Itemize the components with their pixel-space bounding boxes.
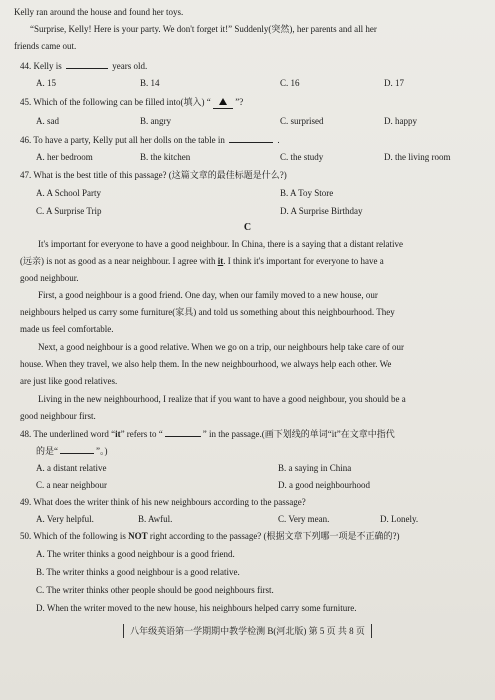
- q48-stem-line2-end: ”。): [96, 446, 108, 456]
- q50-not: NOT: [128, 531, 148, 541]
- passage-p1-line3: good neighbour.: [20, 273, 79, 283]
- q50-stem-a: 50. Which of the following is: [20, 531, 129, 541]
- page-footer: [0, 624, 495, 638]
- q45-option-c: C. surprised: [280, 116, 324, 126]
- passage-p2-line3: made us feel comfortable.: [20, 324, 114, 334]
- passage-p3-line2: house. When they travel, we also help them. In the new neighbourhood, we always help each other. We: [20, 359, 392, 369]
- q50-option-c: C. The writer thinks other people should be good neighbours first.: [36, 585, 274, 595]
- footer-text: 八年级英语第一学期期中教学检测 B(河北版) 第 5 页 共 8 页: [123, 624, 372, 638]
- section-c-label: C: [243, 222, 252, 233]
- q49-option-a: A. Very helpful.: [36, 514, 94, 524]
- question-46: [20, 134, 280, 146]
- story-line-1: Kelly ran around the house and found her toys.: [14, 7, 184, 17]
- q49-option-c: C. Very mean.: [278, 514, 330, 524]
- q49-option-b: B. Awful.: [138, 514, 173, 524]
- q48-stem-a: 48. The underlined word “: [20, 429, 116, 439]
- q46-option-a: A. her bedroom: [36, 152, 93, 162]
- q49-option-d: D. Lonely.: [380, 514, 419, 524]
- passage-p4-line2: good neighbour first.: [20, 411, 96, 421]
- q46-stem-b: .: [277, 135, 280, 145]
- q47-option-d: D. A Surprise Birthday: [280, 206, 363, 216]
- passage-p3-line1: Next, a good neighbour is a good relative. When we go on a trip, our neighbours help take care of our: [38, 342, 404, 352]
- passage-p2-line2: neighbours helped us carry some furniture(家具) and told us something about this neighbourhood. They: [20, 307, 395, 317]
- q47-option-c: C. A Surprise Trip: [36, 206, 102, 216]
- passage-p1-line2: [20, 256, 384, 267]
- q48-option-d: D. a good neighbourhood: [278, 480, 370, 490]
- question-48: [20, 428, 395, 440]
- q45-stem-b: ”?: [235, 97, 244, 107]
- passage-p1-line2-a: (远亲) is not as good as a near neighbour. I agree with: [20, 256, 218, 266]
- q45-option-b: B. angry: [140, 116, 171, 126]
- q48-stem-b: ” refers to “: [120, 429, 163, 439]
- q48-word: it: [115, 429, 121, 439]
- q44-option-a: A. 15: [36, 78, 56, 88]
- q45-blank: [213, 97, 233, 109]
- q44-stem-b: years old.: [112, 61, 148, 71]
- q48-stem-line2: 的是“: [36, 446, 58, 456]
- q46-option-d: D. the living room: [384, 152, 451, 162]
- q46-blank: [229, 134, 273, 143]
- q48-option-a: A. a distant relative: [36, 463, 107, 473]
- q44-option-c: C. 16: [280, 78, 300, 88]
- q48-option-b: B. a saying in China: [278, 463, 352, 473]
- question-49: 49. What does the writer think of his new neighbours according to the passage?: [20, 497, 306, 507]
- triangle-marker-icon: [219, 98, 227, 105]
- question-50: [20, 531, 400, 542]
- question-44: [20, 60, 147, 72]
- story-line-2: “Surprise, Kelly! Here is your party. We don't forget it!” Suddenly(突然), her parents and all her: [30, 24, 377, 34]
- question-48-line2: [36, 445, 108, 457]
- underlined-it: it: [217, 256, 224, 266]
- q46-option-b: B. the kitchen: [140, 152, 191, 162]
- q47-option-b: B. A Toy Store: [280, 188, 334, 198]
- question-45: [20, 97, 243, 109]
- q44-option-d: D. 17: [384, 78, 404, 88]
- q44-stem-a: 44. Kelly is: [20, 61, 62, 71]
- passage-p1-line2-b: . I think it's important for everyone to have a: [223, 256, 384, 266]
- q44-option-b: B. 14: [140, 78, 160, 88]
- q48-blank: [165, 428, 201, 437]
- passage-p1-line1: It's important for everyone to have a good neighbour. In China, there is a saying that a distant relative: [38, 239, 404, 249]
- q50-option-d: D. When the writer moved to the new house, his neighbours helped carry some furniture.: [36, 603, 357, 613]
- question-47: 47. What is the best title of this passage? (这篇文章的最佳标题是什么?): [20, 170, 287, 180]
- q47-option-a: A. A School Party: [36, 188, 102, 198]
- passage-p2-line1: First, a good neighbour is a good friend. One day, when our family moved to a new house, our: [38, 290, 378, 300]
- q50-option-a: A. The writer thinks a good neighbour is a good friend.: [36, 549, 235, 559]
- passage-p4-line1: Living in the new neighbourhood, I realize that if you want to have a good neighbour, you should be a: [38, 394, 406, 404]
- passage-p3-line3: are just like good relatives.: [20, 376, 118, 386]
- q50-stem-b: right according to the passage? (根据文章下列哪一项是不正确的?): [147, 531, 400, 541]
- q46-stem-a: 46. To have a party, Kelly put all her dolls on the table in: [20, 135, 225, 145]
- story-line-3: friends came out.: [14, 41, 77, 51]
- q45-stem-a: 45. Which of the following can be filled into(填入) “: [20, 97, 211, 107]
- q48-stem-c: ” in the passage.(画下划线的单词“it”在文章中指代: [202, 429, 395, 439]
- q48-blank-2: [60, 445, 94, 454]
- q44-blank: [66, 60, 108, 69]
- q45-option-a: A. sad: [36, 116, 59, 126]
- q50-option-b: B. The writer thinks a good neighbour is a good relative.: [36, 567, 240, 577]
- q48-option-c: C. a near neighbour: [36, 480, 107, 490]
- q46-option-c: C. the study: [280, 152, 324, 162]
- q45-option-d: D. happy: [384, 116, 417, 126]
